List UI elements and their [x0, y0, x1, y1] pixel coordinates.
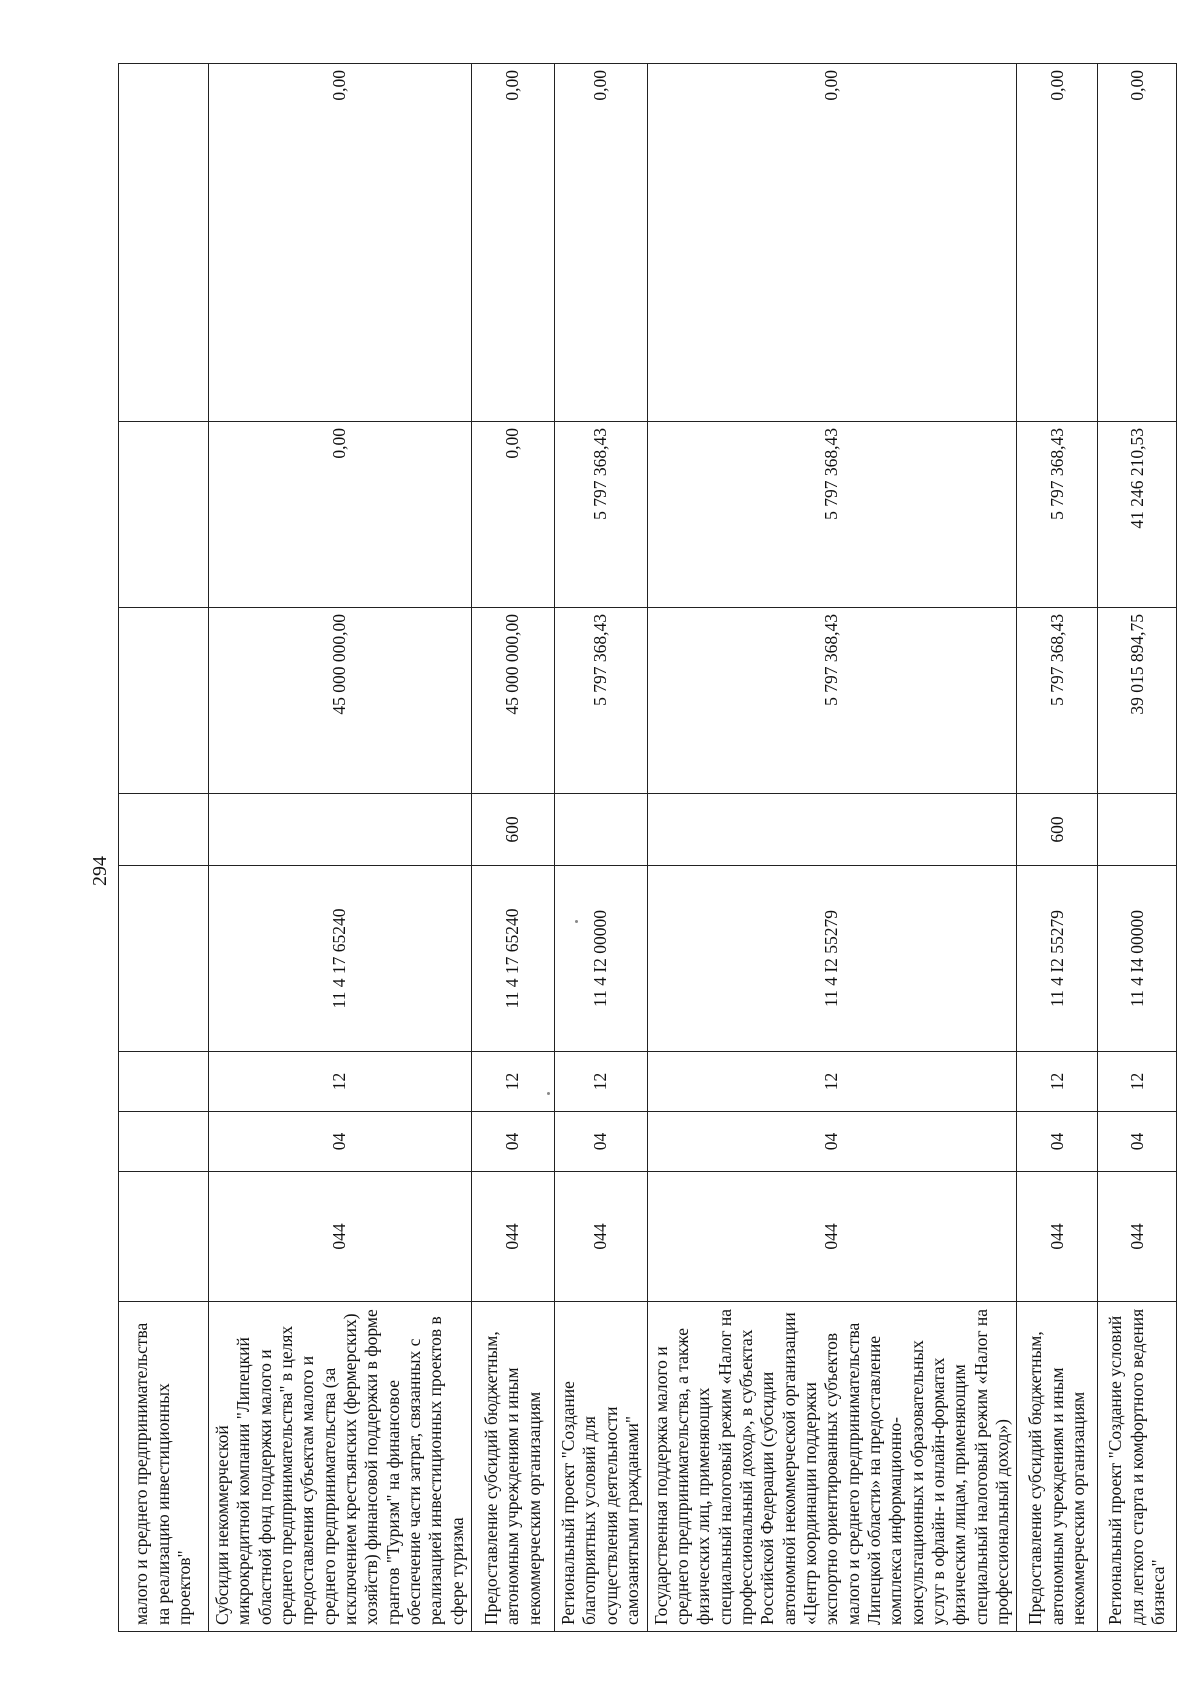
section-code: 04 — [1098, 1112, 1177, 1172]
table-row — [472, 64, 555, 1632]
row-name: Субсидии некоммерческой микрокредитной компании "Липецкий областной фонд поддержки малого и среднего предпринимательства" в целях предоставления субъектам малого и среднего предпринимательства (за исключением крестьянских (фермерских) хозяйств) финансовой поддержки в форме грантов "Туризм" на финансовое обеспечение части затрат, связанных с реализацией инвестиционных проектов в сфере туризма — [209, 1302, 472, 1632]
sum-year-2: 0,00 — [209, 422, 472, 608]
sum-year-2: 5 797 368,43 — [1017, 422, 1098, 608]
sum-year-3: 0,00 — [1098, 64, 1177, 422]
table-row — [209, 64, 472, 1632]
grbs-code: 044 — [1098, 1172, 1177, 1302]
subsection-code: 12 — [647, 1052, 1017, 1112]
grbs-code: 044 — [472, 1172, 555, 1302]
sum-year-3: 0,00 — [1017, 64, 1098, 422]
subsection-code: 12 — [209, 1052, 472, 1112]
sum-year-1: 39 015 894,75 — [1098, 608, 1177, 794]
expense-type-code — [209, 794, 472, 866]
row-name: Региональный проект "Создание условий для легкого старта и комфортного ведения бизнеса" — [1098, 1302, 1177, 1632]
sum-year-2: 0,00 — [472, 422, 555, 608]
expense-type-code — [555, 794, 647, 866]
target-article-code: 11 4 17 65240 — [209, 866, 472, 1052]
section-code — [119, 1112, 209, 1172]
page-number: 294 — [89, 856, 111, 886]
sum-year-3: 0,00 — [555, 64, 647, 422]
table-row — [119, 64, 209, 1632]
target-article-code: 11 4 I4 00000 — [1098, 866, 1177, 1052]
sum-year-1: 45 000 000,00 — [472, 608, 555, 794]
target-article-code: 11 4 17 65240 — [472, 866, 555, 1052]
expense-type-code — [647, 794, 1017, 866]
row-name: Государственная поддержка малого и среднего предпринимательства, а также физических лиц, применяющих специальный налоговый режим «Налог на профессиональный доход», в субъектах Российской Федерации (субсидии автономной некоммерческой организации «Центр координации поддержки экспортно ориентированных субъектов малого и среднего предпринимательства Липецкой области» на предоставление комплекса информационно-консультационных и образовательных услуг в офлайн- и онлайн-форматах физическим лицам, применяющим специальный налоговый режим «Налог на профессиональный доход») — [647, 1302, 1017, 1632]
row-name: Предоставление субсидий бюджетным, автономным учреждениям и иным некоммерческим организациям — [1017, 1302, 1098, 1632]
budget-table — [118, 63, 1177, 1632]
section-code: 04 — [1017, 1112, 1098, 1172]
target-article-code: 11 4 I2 55279 — [647, 866, 1017, 1052]
sum-year-1: 5 797 368,43 — [555, 608, 647, 794]
section-code: 04 — [647, 1112, 1017, 1172]
sum-year-3 — [119, 64, 209, 422]
table-row — [1017, 64, 1098, 1632]
sum-year-1: 5 797 368,43 — [1017, 608, 1098, 794]
table-row — [1098, 64, 1177, 1632]
section-code: 04 — [209, 1112, 472, 1172]
sum-year-3: 0,00 — [472, 64, 555, 422]
sum-year-2: 5 797 368,43 — [555, 422, 647, 608]
expense-type-code: 600 — [1017, 794, 1098, 866]
subsection-code: 12 — [555, 1052, 647, 1112]
grbs-code: 044 — [555, 1172, 647, 1302]
sum-year-1: 5 797 368,43 — [647, 608, 1017, 794]
expense-type-code: 600 — [472, 794, 555, 866]
subsection-code — [119, 1052, 209, 1112]
sum-year-3: 0,00 — [647, 64, 1017, 422]
rotated-page-content — [118, 64, 1169, 1632]
row-name: Предоставление субсидий бюджетным, автономным учреждениям и иным некоммерческим организациям — [472, 1302, 555, 1632]
row-name: малого и среднего предпринимательства на реализацию инвестиционных проектов" — [119, 1302, 209, 1632]
section-code: 04 — [555, 1112, 647, 1172]
row-name: Региональный проект "Создание благоприятных условий для осуществления деятельности самозанятыми гражданами" — [555, 1302, 647, 1632]
subsection-code: 12 — [1017, 1052, 1098, 1112]
target-article-code — [119, 866, 209, 1052]
target-article-code: 11 4 I2 00000 — [555, 866, 647, 1052]
sum-year-1 — [119, 608, 209, 794]
sum-year-2 — [119, 422, 209, 608]
sum-year-2: 5 797 368,43 — [647, 422, 1017, 608]
grbs-code: 044 — [647, 1172, 1017, 1302]
target-article-code: 11 4 I2 55279 — [1017, 866, 1098, 1052]
table-row — [555, 64, 647, 1632]
subsection-code: 12 — [472, 1052, 555, 1112]
grbs-code: 044 — [1017, 1172, 1098, 1302]
sum-year-3: 0,00 — [209, 64, 472, 422]
subsection-code: 12 — [1098, 1052, 1177, 1112]
grbs-code — [119, 1172, 209, 1302]
expense-type-code — [1098, 794, 1177, 866]
sum-year-1: 45 000 000,00 — [209, 608, 472, 794]
table-row — [647, 64, 1017, 1632]
section-code: 04 — [472, 1112, 555, 1172]
expense-type-code — [119, 794, 209, 866]
grbs-code: 044 — [209, 1172, 472, 1302]
sum-year-2: 41 246 210,53 — [1098, 422, 1177, 608]
